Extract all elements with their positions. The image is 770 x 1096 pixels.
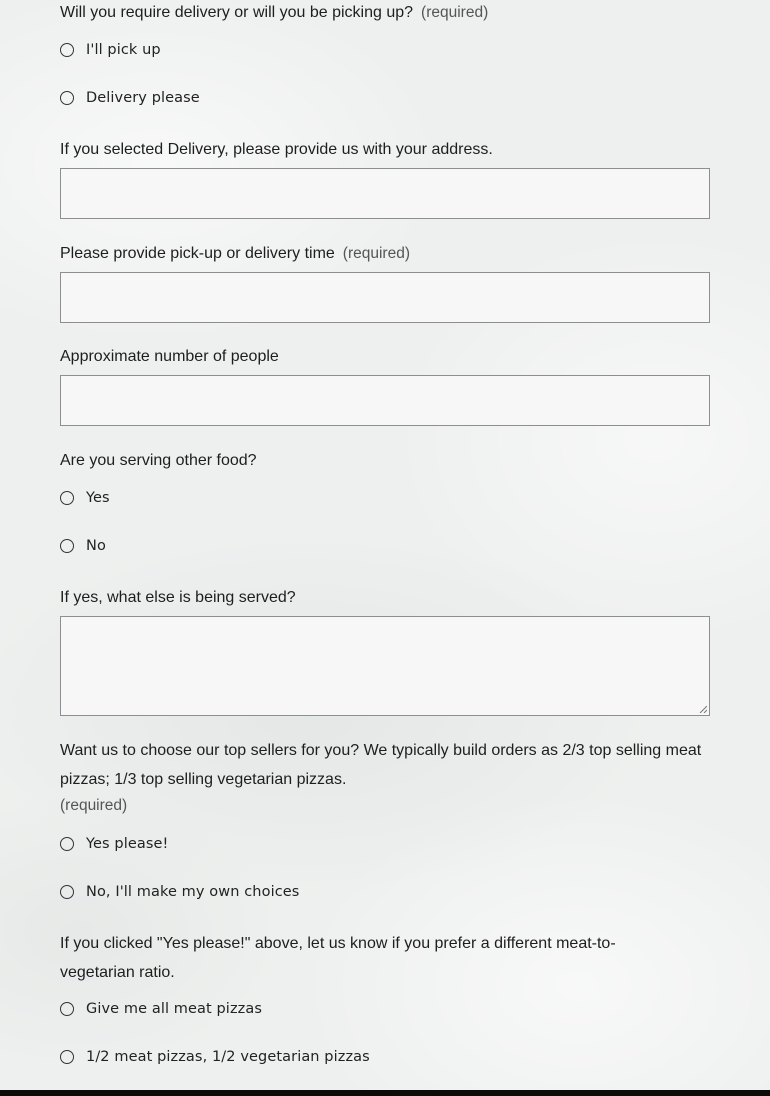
radio-delivery[interactable] xyxy=(60,86,200,110)
people-input[interactable] xyxy=(60,375,710,426)
address-label: If you selected Delivery, please provide us with your address. xyxy=(60,141,493,158)
what-else-textarea[interactable] xyxy=(60,616,710,716)
radio-top-sellers-yes[interactable] xyxy=(60,832,168,856)
required-marker: (required) xyxy=(342,245,410,262)
address-input[interactable] xyxy=(60,168,710,219)
radio-circle[interactable] xyxy=(60,885,74,899)
time-label xyxy=(60,239,710,268)
time-label-text: Please provide pick-up or delivery time xyxy=(60,245,335,262)
radio-label: Give me all meat pizzas xyxy=(86,1001,263,1017)
radio-half-half[interactable] xyxy=(60,1045,370,1069)
radio-circle[interactable] xyxy=(60,539,74,553)
delivery-question-label xyxy=(60,0,710,27)
radio-label: No, I'll make my own choices xyxy=(86,884,300,900)
top-sellers-text: Want us to choose our top sellers for you? We typically build orders as 2/3 top selling meat pizzas; 1/3 top selling vegetarian pizzas. xyxy=(60,742,702,788)
required-marker: (required) xyxy=(421,4,489,21)
radio-label: Yes please! xyxy=(86,836,169,852)
top-sellers-label xyxy=(60,736,710,818)
resize-handle-icon[interactable] xyxy=(699,705,707,713)
radio-circle[interactable] xyxy=(60,491,74,505)
radio-circle[interactable] xyxy=(60,43,74,57)
radio-label: 1/2 meat pizzas, 1/2 vegetarian pizzas xyxy=(86,1049,370,1065)
radio-all-meat[interactable] xyxy=(60,997,262,1021)
radio-circle[interactable] xyxy=(60,1050,74,1064)
radio-circle[interactable] xyxy=(60,837,74,851)
time-input[interactable] xyxy=(60,272,710,323)
radio-other-food-no[interactable] xyxy=(60,534,106,558)
required-marker: (required) xyxy=(60,797,128,814)
radio-label: Yes xyxy=(86,490,110,506)
radio-circle[interactable] xyxy=(60,1002,74,1016)
radio-pick-up[interactable] xyxy=(60,38,161,62)
radio-label: No xyxy=(86,538,106,554)
ratio-label: If you clicked "Yes please!" above, let us know if you prefer a different meat-to-vegetarian ratio. xyxy=(60,935,616,981)
radio-label: I'll pick up xyxy=(86,42,161,58)
radio-top-sellers-no[interactable] xyxy=(60,880,299,904)
radio-other-food-yes[interactable] xyxy=(60,486,110,510)
delivery-question-text: Will you require delivery or will you be picking up? xyxy=(60,4,414,21)
people-label: Approximate number of people xyxy=(60,348,279,365)
bottom-bar xyxy=(0,1090,770,1096)
radio-label: Delivery please xyxy=(86,90,200,106)
what-else-label: If yes, what else is being served? xyxy=(60,589,296,606)
radio-circle[interactable] xyxy=(60,91,74,105)
other-food-label: Are you serving other food? xyxy=(60,452,257,469)
